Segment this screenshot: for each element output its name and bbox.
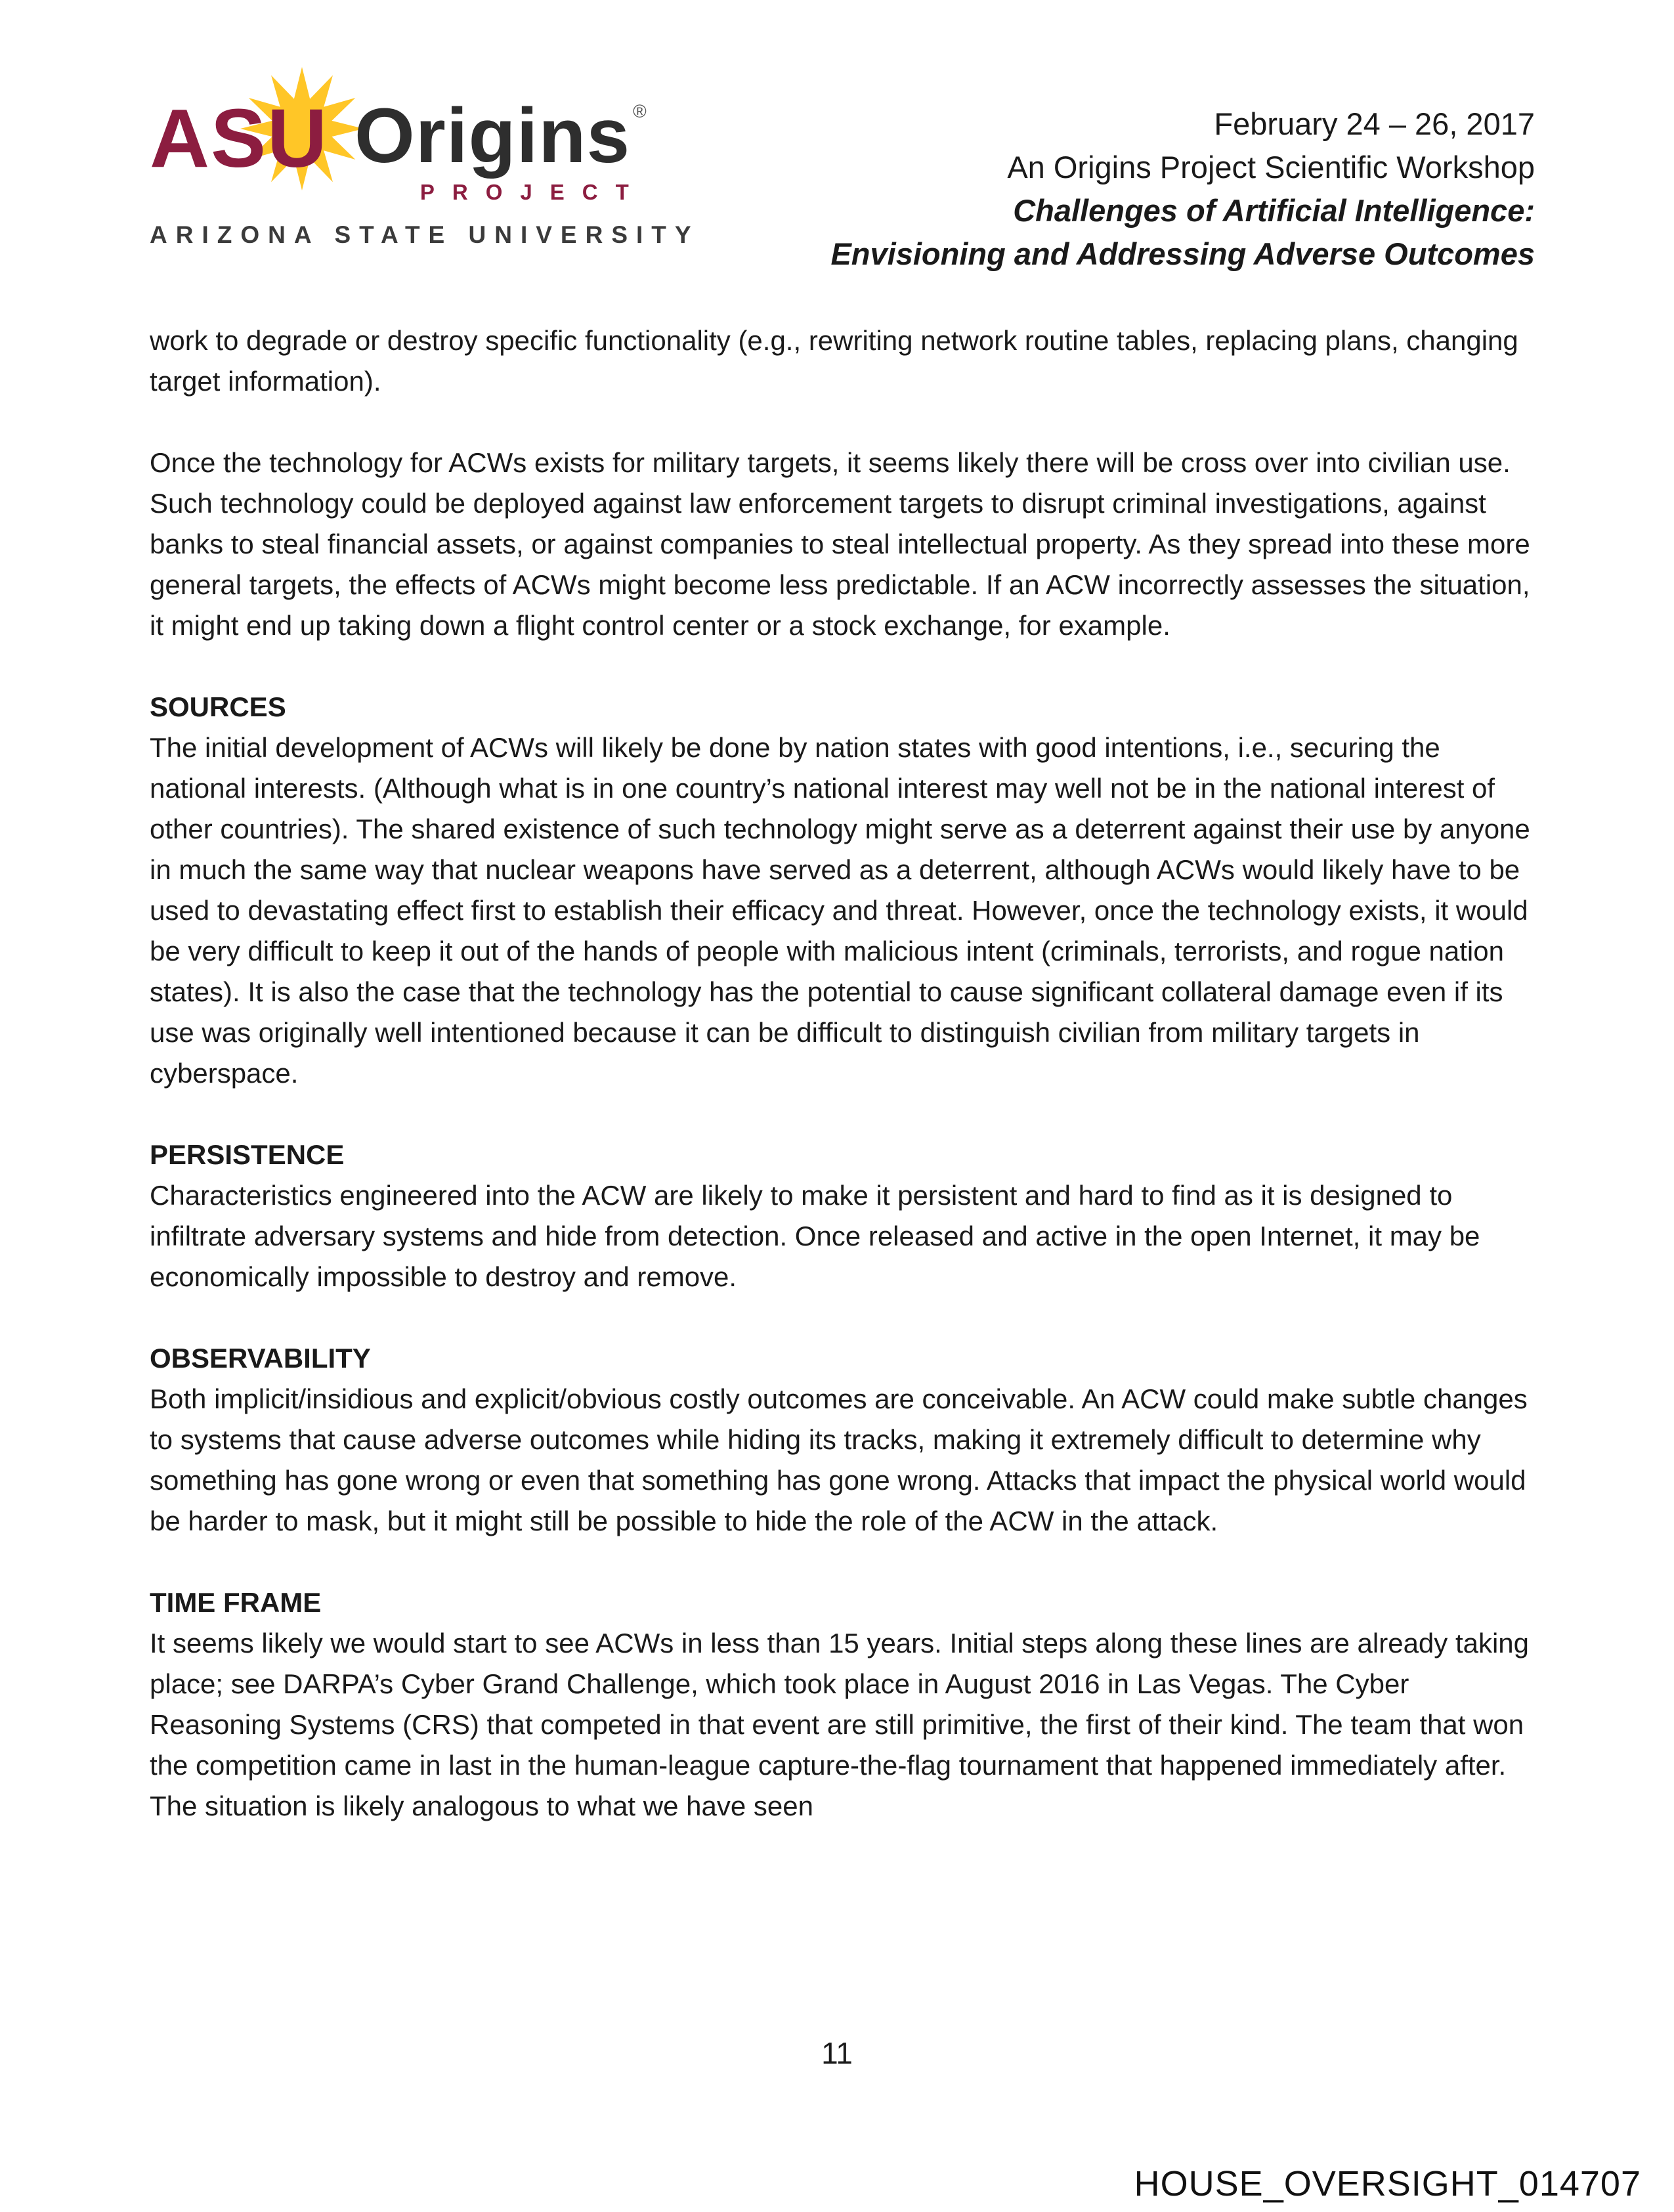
- workshop-title-line2: Envisioning and Addressing Adverse Outcomes: [830, 236, 1535, 271]
- logo-wordmark-row: [150, 92, 700, 204]
- project-logo-text: PROJECT: [419, 180, 647, 204]
- asu-logo-text: ASU: [150, 92, 329, 184]
- section-paragraph-sources: The initial development of ACWs will likely be done by nation states with good intentions, i.e., securing the national interests. (Although what is in one country’s national interest may well not be in the national interest of other countries). The shared existence of such technology might serve as a deterrent against their use by anyone in much the same way that nuclear weapons have served as a deterrent, although ACWs would likely have to be used to devastating effect first to establish their efficacy and threat. However, once the technology exists, it would be very difficult to keep it out of the hands of people with malicious intent (criminals, terrorists, and rogue nation states). It is also the case that the technology has the potential to cause significant collateral damage even if its use was originally well intentioned because it can be difficult to distinguish civilian from military targets in cyberspace.: [150, 732, 1530, 1089]
- document-body: [150, 320, 1535, 1827]
- registered-trademark-icon: ®: [633, 101, 647, 121]
- page-number: 11: [821, 2036, 853, 2070]
- asu-wordmark: [150, 92, 354, 184]
- section-heading-persistence: PERSISTENCE: [150, 1139, 345, 1170]
- section-heading-observability: OBSERVABILITY: [150, 1343, 371, 1374]
- page-content: [150, 92, 1535, 1867]
- origins-wordmark: [354, 93, 647, 204]
- header-meta: [700, 97, 1535, 276]
- origins-logo-text: Origins: [354, 93, 631, 179]
- asu-origins-logo: [150, 92, 700, 248]
- section-paragraph-persistence: Characteristics engineered into the ACW are likely to make it persistent and hard to find as it is designed to infiltrate adversary systems and hide from detection. Once released and active in the open Internet, it may be economically impossible to destroy and remove.: [150, 1180, 1480, 1292]
- workshop-title-line1: Challenges of Artificial Intelligence:: [1013, 193, 1535, 228]
- section-heading-time-frame: TIME FRAME: [150, 1587, 322, 1618]
- university-name: ARIZONA STATE UNIVERSITY: [150, 221, 700, 248]
- page-header: [150, 92, 1535, 276]
- section-paragraph-observability: Both implicit/insidious and explicit/obvious costly outcomes are conceivable. An ACW could make subtle changes to systems that cause adverse outcomes while hiding its tracks, making it extremely difficult to determine why something has gone wrong or even that something has gone wrong. Attacks that impact the physical world would be harder to mask, but it might still be possible to hide the role of the ACW in the attack.: [150, 1383, 1528, 1536]
- intro-paragraph-1: work to degrade or destroy specific functionality (e.g., rewriting network routine tables, replacing plans, changing target information).: [150, 325, 1518, 397]
- workshop-date: February 24 – 26, 2017: [1214, 106, 1535, 141]
- intro-paragraph-2: Once the technology for ACWs exists for military targets, it seems likely there will be cross over into civilian use. Such technology could be deployed against law enforcement targets to disrupt criminal investigations, against banks to steal financial assets, or against companies to steal intellectual property. As they spread into these more general targets, the effects of ACWs might become less predictable. If an ACW incorrectly assesses the situation, it might end up taking down a flight control center or a stock exchange, for example.: [150, 447, 1530, 641]
- bates-number: HOUSE_OVERSIGHT_014707: [1134, 2164, 1641, 2203]
- section-heading-sources: SOURCES: [150, 691, 286, 722]
- origins-line: [354, 93, 647, 179]
- workshop-subtitle: An Origins Project Scientific Workshop: [1007, 150, 1535, 184]
- section-paragraph-time-frame: It seems likely we would start to see ACWs in less than 15 years. Initial steps along these lines are already taking place; see DARPA’s Cyber Grand Challenge, which took place in August 2016 in Las Vegas. The Cyber Reasoning Systems (CRS) that competed in that event are still primitive, the first of their kind. The team that won the competition came in last in the human-league capture-the-flag tournament that happened immediately after. The situation is likely analogous to what we have seen: [150, 1628, 1530, 1821]
